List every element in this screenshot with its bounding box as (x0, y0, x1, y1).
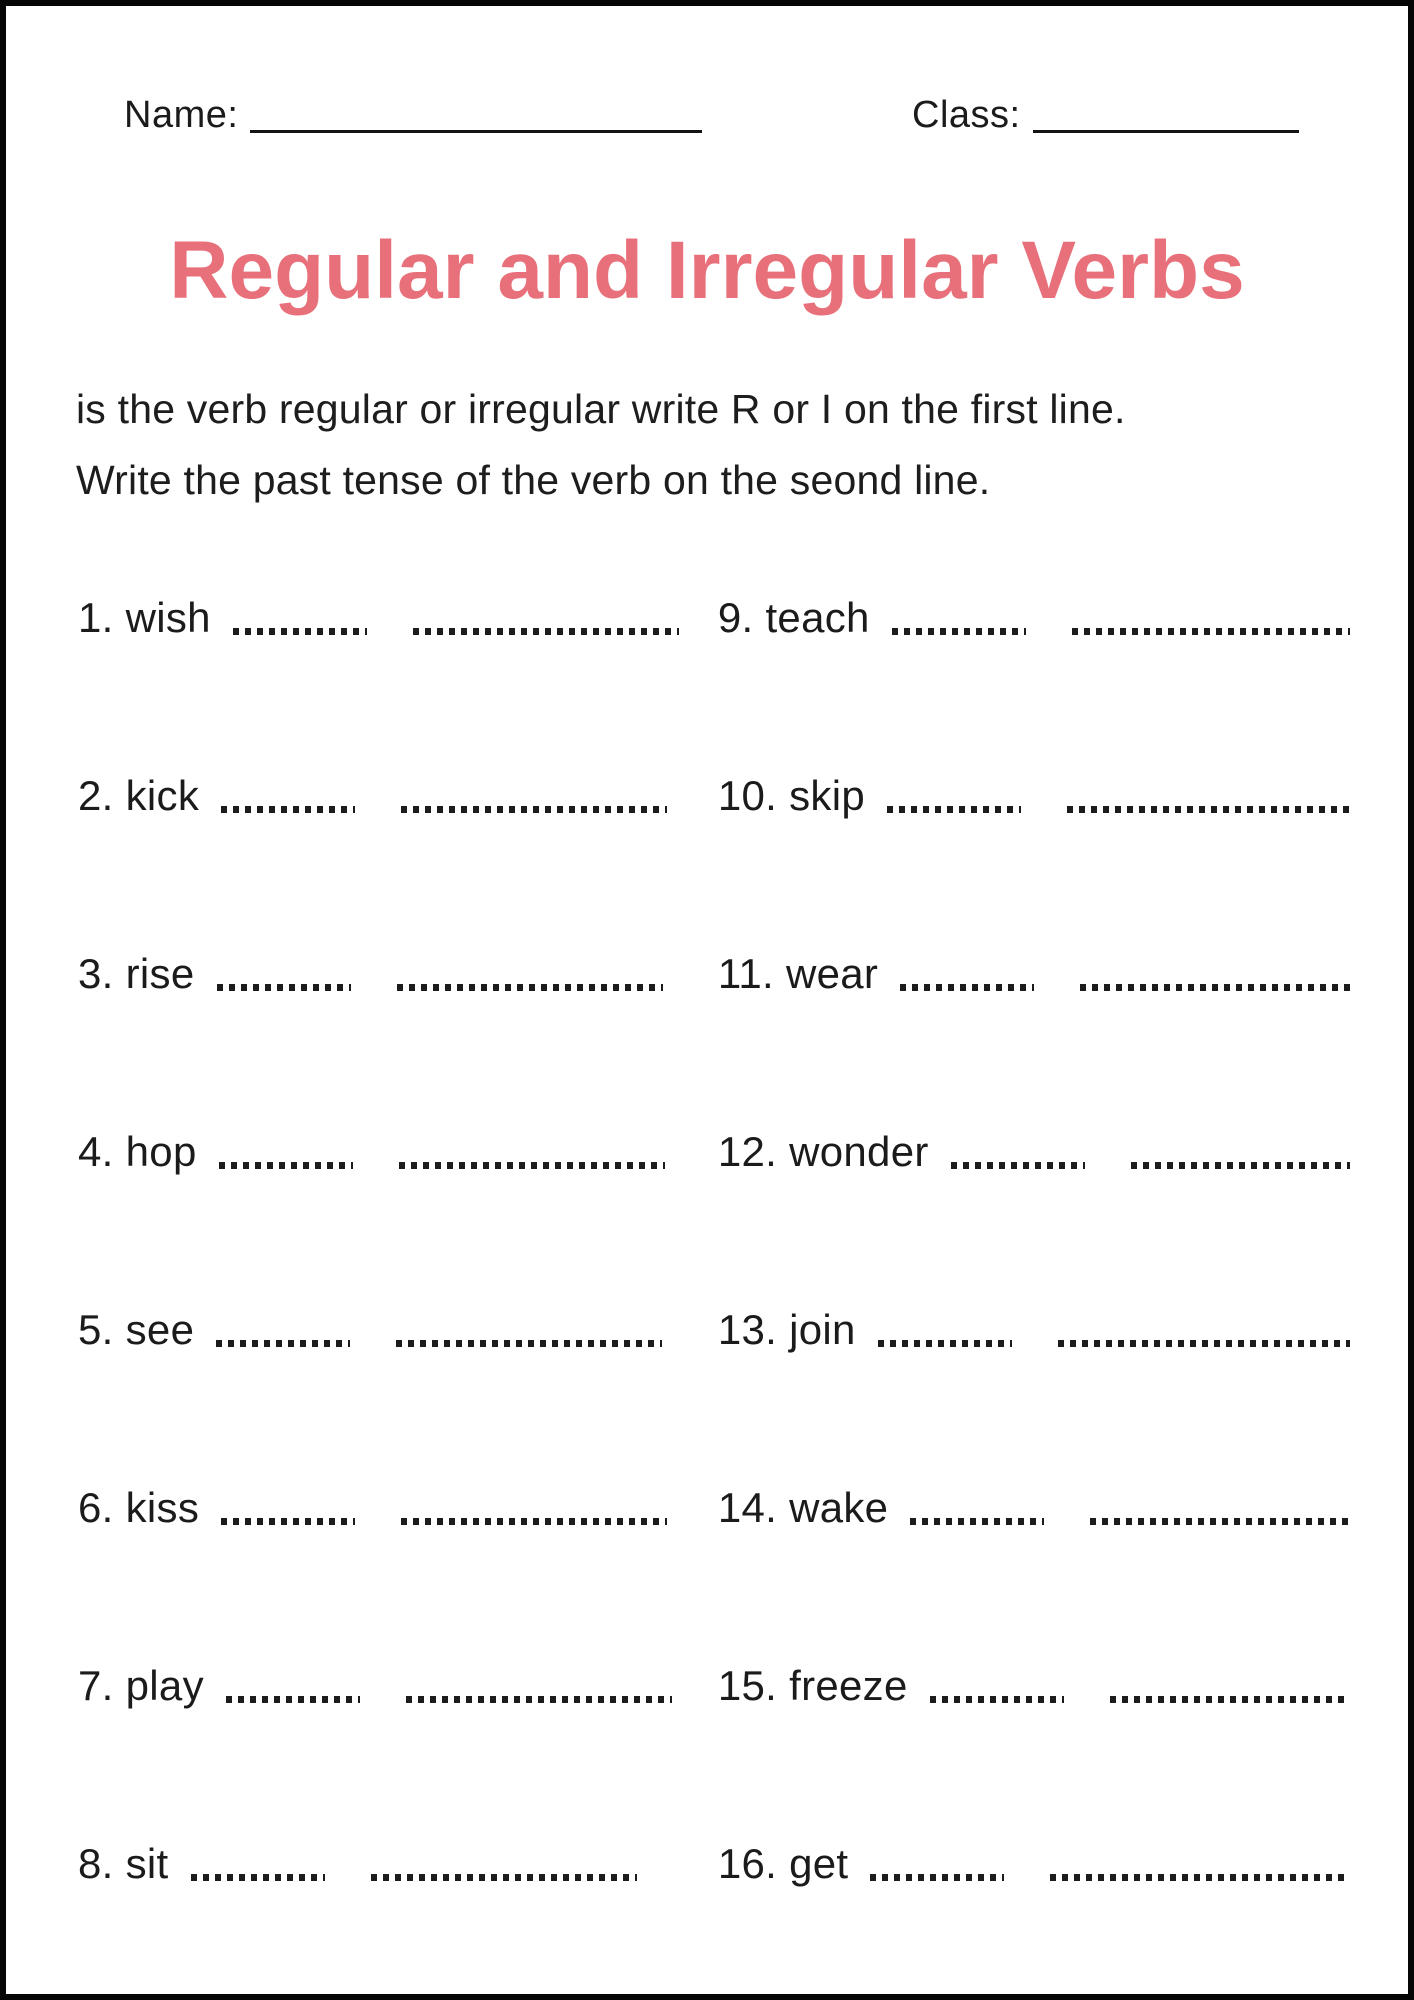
answer-line-r-or-i (233, 628, 367, 635)
answer-line-r-or-i (870, 1874, 1004, 1881)
class-field (912, 94, 1299, 137)
answer-line-past-tense (371, 1874, 637, 1881)
answer-line-r-or-i (878, 1340, 1012, 1347)
answer-line-past-tense (399, 1162, 665, 1169)
answer-line-r-or-i (951, 1162, 1085, 1169)
verb-label: 2. kick (78, 772, 200, 819)
answer-line-r-or-i (910, 1518, 1044, 1525)
page-title: Regular and Irregular Verbs (169, 225, 1245, 316)
instructions-line-2: Write the past tense of the verb on the seond line. (76, 457, 991, 503)
verb-label: 12. wonder (717, 1128, 929, 1175)
answer-line-past-tense (401, 1518, 667, 1525)
verb-label: 11. wear (717, 950, 879, 997)
verb-item-9 (718, 594, 1350, 642)
class-blank-line (1033, 130, 1299, 133)
verb-item-3 (78, 950, 718, 998)
verb-label: 3. rise (78, 950, 195, 997)
answer-line-past-tense (396, 1340, 662, 1347)
answer-line-r-or-i (219, 1162, 353, 1169)
answer-line-past-tense (1067, 806, 1350, 813)
verb-label: 1. wish (78, 594, 211, 641)
verb-label: 8. sit (78, 1840, 169, 1887)
verb-label: 10. skip (717, 772, 865, 819)
verb-label: 5. see (78, 1306, 195, 1353)
verb-item-13 (718, 1306, 1350, 1354)
answer-line-past-tense (1050, 1874, 1350, 1881)
answer-line-past-tense (1080, 984, 1350, 991)
answer-line-past-tense (1072, 628, 1350, 635)
verb-item-8 (78, 1840, 718, 1888)
answer-line-r-or-i (216, 1340, 350, 1347)
answer-line-r-or-i (900, 984, 1034, 991)
verb-item-4 (78, 1128, 718, 1176)
verb-item-14 (718, 1484, 1350, 1532)
verb-item-11 (718, 950, 1350, 998)
answer-line-r-or-i (221, 806, 355, 813)
answer-line-r-or-i (191, 1874, 325, 1881)
verb-row-1 (78, 594, 1350, 642)
answer-line-r-or-i (930, 1696, 1064, 1703)
verb-row-4 (78, 1128, 1350, 1176)
answer-line-past-tense (413, 628, 679, 635)
answer-line-past-tense (1090, 1518, 1350, 1525)
verb-label: 9. teach (717, 594, 870, 641)
verb-label: 15. freeze (717, 1662, 908, 1709)
verb-item-16 (718, 1840, 1350, 1888)
class-label: Class: (912, 94, 1021, 136)
answer-line-r-or-i (217, 984, 351, 991)
answer-line-r-or-i (221, 1518, 355, 1525)
answer-line-r-or-i (887, 806, 1021, 813)
verb-item-1 (78, 594, 718, 642)
verb-label: 7. play (78, 1662, 204, 1709)
verb-label: 4. hop (78, 1128, 197, 1175)
name-blank-line (250, 130, 702, 133)
name-label: Name: (124, 94, 239, 136)
answer-line-past-tense (401, 806, 667, 813)
verb-label: 16. get (717, 1840, 849, 1887)
verb-label: 6. kiss (78, 1484, 200, 1531)
answer-line-past-tense (397, 984, 663, 991)
verb-item-6 (78, 1484, 718, 1532)
verb-row-8 (78, 1840, 1350, 1888)
verb-item-15 (718, 1662, 1350, 1710)
answer-line-r-or-i (892, 628, 1026, 635)
verb-row-7 (78, 1662, 1350, 1710)
answer-line-r-or-i (226, 1696, 360, 1703)
verb-row-5 (78, 1306, 1350, 1354)
answer-line-past-tense (1131, 1162, 1350, 1169)
verb-item-7 (78, 1662, 718, 1710)
verb-item-12 (718, 1128, 1350, 1176)
verb-row-6 (78, 1484, 1350, 1532)
name-field (124, 94, 702, 137)
answer-line-past-tense (406, 1696, 672, 1703)
verb-label: 13. join (717, 1306, 856, 1353)
verb-label: 14. wake (717, 1484, 889, 1531)
answer-line-past-tense (1058, 1340, 1350, 1347)
verb-row-2 (78, 772, 1350, 820)
verb-item-5 (78, 1306, 718, 1354)
answer-line-past-tense (1110, 1696, 1350, 1703)
instructions (76, 374, 1358, 516)
verb-item-10 (718, 772, 1350, 820)
instructions-line-1: is the verb regular or irregular write R or I on the first line. (76, 386, 1126, 432)
verb-item-2 (78, 772, 718, 820)
verb-row-3 (78, 950, 1350, 998)
